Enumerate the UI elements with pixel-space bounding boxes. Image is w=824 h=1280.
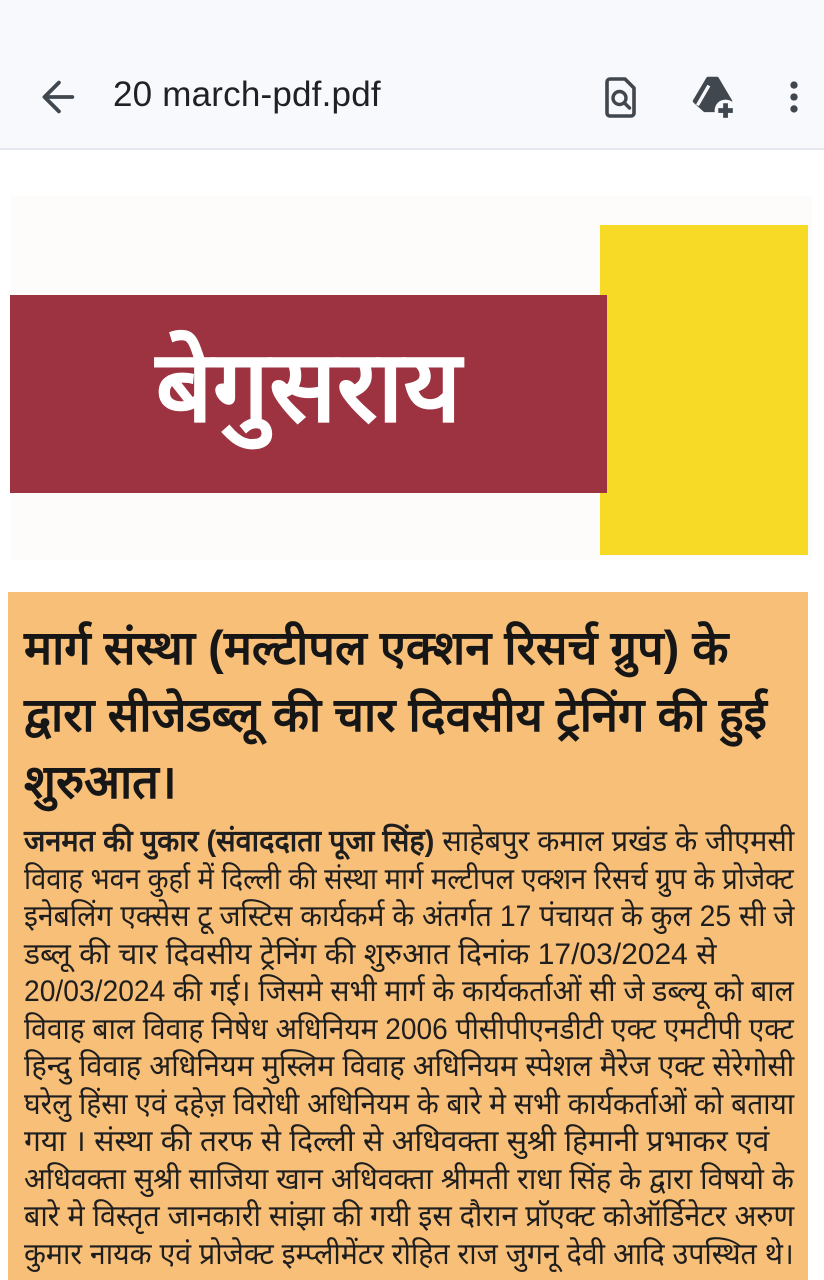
body-line: हिन्दु विवाह अधिनियम मुस्लिम विवाह अधिनियम स्पेशल मैरेज एक्ट सेरेगोसी [24, 1050, 795, 1083]
body-line: अधिवक्ता सुश्री साजिया खान अधिवक्ता श्रीमती राधा सिंह के द्वारा विषयो के [24, 1162, 794, 1196]
pdf-viewer-scroll-area[interactable] [0, 150, 824, 1280]
find-in-document-button[interactable] [595, 71, 647, 123]
back-button[interactable] [30, 71, 82, 123]
body-line: कुमार नायक एवं प्रोजेक्ट इम्प्लीमेंटर रोहित राज जुगनू देवी आदि उपस्थित थे। [24, 1237, 794, 1271]
body-line: विवाह भवन कुर्हा में दिल्ली की संस्था मार्ग मल्टीपल एक्शन रिसर्च ग्रुप के प्रोजेक्ट [24, 862, 794, 896]
body-line: गया । संस्था की तरफ से दिल्ली से अधिवक्ता सुश्री हिमानी प्रभाकर एवं [24, 1125, 770, 1158]
headline-line: मार्ग संस्था (मल्टीपल एक्शन रिसर्च ग्रुप) के [24, 621, 729, 674]
app-bar [0, 0, 824, 150]
district-banner [10, 295, 607, 493]
byline-bold: जनमत की पुकार (संवाददाता पूजा सिंह) [24, 825, 435, 858]
headline-line: द्वारा सीजेडब्लू की चार दिवसीय ट्रेनिंग की हुई [24, 688, 767, 741]
article-headline [24, 614, 794, 815]
body-line: घरेलु हिंसा एवं दहेज़ विरोधी अधिनियम के बारे मे सभी कार्यकर्ताओं को बताया [24, 1087, 795, 1121]
article-body [24, 823, 794, 1273]
back-arrow-icon [33, 74, 79, 120]
body-line: बारे मे विस्तृत जानकारी सांझा की गयी इस दौरान प्रॉएक्ट कोऑर्डिनेटर अरुण [24, 1200, 795, 1233]
body-line: डब्लू की चार दिवसीय ट्रेनिंग की शुरुआत दिनांक 17/03/2024 से [24, 937, 717, 971]
body-line: विवाह बाल विवाह निषेध अधिनियम 2006 पीसीपीएनडीटी एक्ट एमटीपी एक्ट [24, 1012, 794, 1046]
find-in-document-icon [597, 73, 645, 121]
district-banner-text: बेगुसराय [155, 331, 462, 443]
add-to-drive-icon [687, 72, 737, 122]
body-line: 20/03/2024 की गई। जिसमे सभी मार्ग के कार्यकर्ताओं सी जे डब्ल्यू को बाल [24, 975, 794, 1008]
headline-line: शुरुआत। [24, 755, 177, 808]
document-title: 20 march-pdf.pdf [113, 75, 381, 114]
body-line: इनेबलिंग एक्सेस टू जस्टिस कार्यकर्म के अंतर्गत 17 पंचायत के कुल 25 सी जे [24, 900, 795, 933]
add-to-drive-button[interactable] [686, 71, 738, 123]
yellow-block [600, 225, 808, 555]
more-options-button[interactable] [768, 71, 820, 123]
body-line: जनमत की पुकार (संवाददाता पूजा सिंह) साहेबपुर कमाल प्रखंड के जीएमसी [24, 825, 795, 858]
kebab-menu-icon [772, 75, 816, 119]
article-block [8, 592, 808, 1280]
